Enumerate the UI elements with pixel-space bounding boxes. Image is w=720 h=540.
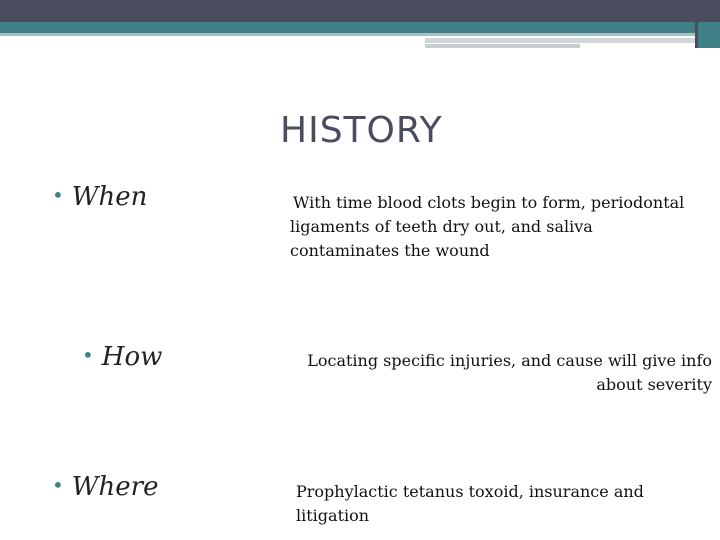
bullet-label: When (71, 182, 148, 212)
description-how (300, 349, 712, 397)
description-how-line-1: Locating specific injuries, and cause will give info (307, 351, 712, 370)
description-how-line-2: about severity (596, 375, 712, 394)
bullet-dot-icon: • (82, 343, 94, 367)
bullet-where (52, 472, 158, 502)
bullet-dot-icon: • (52, 183, 64, 207)
header-accent-line (425, 38, 715, 43)
header-accent-line-short (425, 44, 580, 48)
slide-title: HISTORY (280, 110, 443, 151)
bullet-dot-icon: • (52, 473, 64, 497)
description-when: With time blood clots begin to form, periodontal ligaments of teeth dry out, and saliva contaminates the wound (290, 193, 685, 260)
bullet-label: Where (71, 472, 159, 502)
bullet-how (82, 342, 162, 372)
header-edge-block-teal (698, 22, 720, 48)
bullet-label: How (101, 342, 163, 372)
header-band-light (0, 33, 720, 36)
header-band-dark (0, 0, 720, 22)
description-where: Prophylactic tetanus toxoid, insurance and litigation (296, 482, 644, 525)
bullet-when (52, 182, 147, 212)
header-band-teal (0, 22, 720, 33)
